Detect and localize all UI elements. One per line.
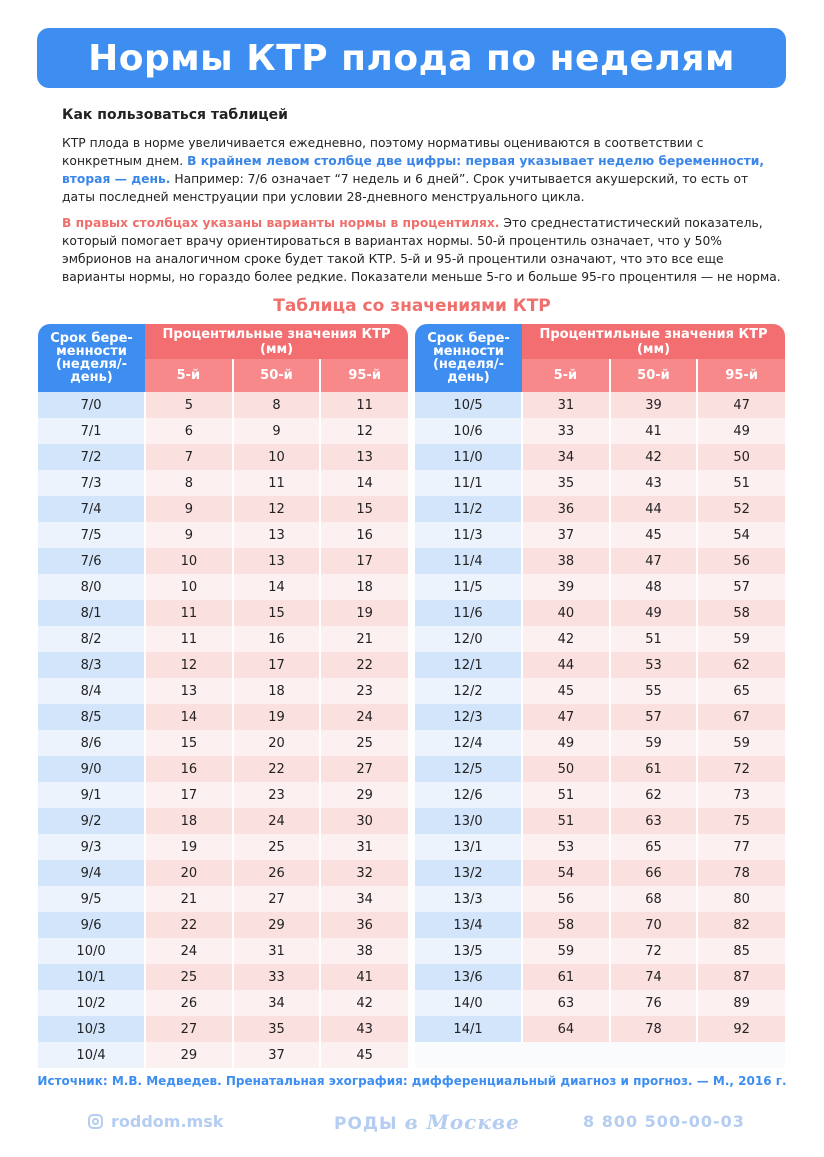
table-row [38, 678, 408, 704]
cell-term: 9/6 [38, 912, 145, 938]
table-row [38, 886, 408, 912]
cell-p5: 51 [522, 782, 610, 808]
cell-p95: 82 [697, 912, 785, 938]
table-row [415, 392, 785, 418]
cell-p95: 42 [320, 990, 408, 1016]
cell-p50: 13 [233, 548, 321, 574]
cell-term: 12/2 [415, 678, 522, 704]
header-term: Срок бере-менности (неделя/-день) [38, 324, 145, 392]
cell-p95: 14 [320, 470, 408, 496]
cell-p50: 61 [610, 756, 698, 782]
cell-term: 11/5 [415, 574, 522, 600]
cell-p50: 55 [610, 678, 698, 704]
cell-p50: 48 [610, 574, 698, 600]
logo-script: в Москве [404, 1110, 520, 1134]
logo [334, 1110, 520, 1134]
cell-term: 7/6 [38, 548, 145, 574]
cell-p50: 33 [233, 964, 321, 990]
cell-term: 13/5 [415, 938, 522, 964]
cell-p95: 47 [697, 392, 785, 418]
cell-p5: 54 [522, 860, 610, 886]
cell-p5: 15 [145, 730, 233, 756]
cell-p95: 12 [320, 418, 408, 444]
cell-p50: 44 [610, 496, 698, 522]
cell-p50: 14 [233, 574, 321, 600]
cell-p50: 72 [610, 938, 698, 964]
cell-p95: 77 [697, 834, 785, 860]
header-percentile: Процентильные значения КТР (мм) [145, 324, 408, 359]
cell-p95: 52 [697, 496, 785, 522]
cell-p95: 11 [320, 392, 408, 418]
table-row [415, 990, 785, 1016]
intro-paragraph-2 [62, 214, 782, 286]
cell-p5: 22 [145, 912, 233, 938]
cell-p50: 8 [233, 392, 321, 418]
cell-term: 10/1 [38, 964, 145, 990]
cell-p95: 51 [697, 470, 785, 496]
cell-p95: 32 [320, 860, 408, 886]
cell-empty [415, 1042, 522, 1068]
cell-p95: 65 [697, 678, 785, 704]
instagram-handle: roddom.msk [111, 1112, 224, 1131]
cell-term: 11/2 [415, 496, 522, 522]
cell-p95: 56 [697, 548, 785, 574]
table-row [38, 522, 408, 548]
cell-term: 11/0 [415, 444, 522, 470]
cell-term: 11/6 [415, 600, 522, 626]
cell-term: 10/4 [38, 1042, 145, 1068]
table-row [38, 808, 408, 834]
cell-p50: 29 [233, 912, 321, 938]
cell-p5: 53 [522, 834, 610, 860]
table-row [415, 626, 785, 652]
cell-p5: 24 [145, 938, 233, 964]
header-p50: 50-й [233, 359, 321, 392]
cell-p95: 54 [697, 522, 785, 548]
cell-p95: 49 [697, 418, 785, 444]
cell-term: 8/4 [38, 678, 145, 704]
cell-p5: 20 [145, 860, 233, 886]
cell-term: 13/0 [415, 808, 522, 834]
cell-term: 9/1 [38, 782, 145, 808]
intro-text: Например: 7/6 означает “7 недель и 6 дней”. Срок учитывается акушерский, то есть от даты последней менструации при условии 28-дневного менструального цикла. [62, 172, 749, 204]
table-row [38, 470, 408, 496]
cell-p50: 17 [233, 652, 321, 678]
cell-term: 13/4 [415, 912, 522, 938]
cell-p95: 15 [320, 496, 408, 522]
page-title: Нормы КТР плода по неделям [37, 28, 786, 88]
cell-p50: 11 [233, 470, 321, 496]
cell-p50: 53 [610, 652, 698, 678]
cell-p50: 70 [610, 912, 698, 938]
cell-p5: 36 [522, 496, 610, 522]
table-row [415, 730, 785, 756]
intro-text: Это среднестатистический показатель, который помогает врачу ориентироваться в вариантах нормы. 50-й процентиль означает, что у 50% эмбрионов на аналогичном сроке будет такой КТР. 5-й и 95-й процентили означают, что это все еще варианты нормы, но гораздо более редкие. Показатели меньше 5-го и больше 95-го процентиля — не норма. [62, 216, 781, 284]
table-row [415, 600, 785, 626]
cell-p50: 23 [233, 782, 321, 808]
cell-p95: 43 [320, 1016, 408, 1042]
cell-p5: 35 [522, 470, 610, 496]
cell-term: 7/5 [38, 522, 145, 548]
cell-term: 12/5 [415, 756, 522, 782]
table-row [38, 496, 408, 522]
cell-p50: 47 [610, 548, 698, 574]
table-row [38, 418, 408, 444]
cell-p50: 31 [233, 938, 321, 964]
cell-p95: 58 [697, 600, 785, 626]
cell-p5: 38 [522, 548, 610, 574]
table-row [415, 1016, 785, 1042]
cell-p50: 63 [610, 808, 698, 834]
table-row [38, 1016, 408, 1042]
cell-p95: 17 [320, 548, 408, 574]
cell-term: 11/3 [415, 522, 522, 548]
cell-p95: 72 [697, 756, 785, 782]
cell-p50: 59 [610, 730, 698, 756]
cell-p95: 57 [697, 574, 785, 600]
cell-p5: 14 [145, 704, 233, 730]
cell-p95: 59 [697, 730, 785, 756]
cell-p95: 36 [320, 912, 408, 938]
cell-p5: 45 [522, 678, 610, 704]
cell-p5: 8 [145, 470, 233, 496]
table-row [38, 1042, 408, 1068]
cell-p95: 34 [320, 886, 408, 912]
cell-term: 11/1 [415, 470, 522, 496]
cell-term: 10/3 [38, 1016, 145, 1042]
cell-p5: 29 [145, 1042, 233, 1068]
cell-p5: 59 [522, 938, 610, 964]
table-row [38, 548, 408, 574]
intro-paragraph-1 [62, 134, 782, 206]
table-row [38, 652, 408, 678]
cell-p5: 34 [522, 444, 610, 470]
table-row [38, 574, 408, 600]
cell-p95: 13 [320, 444, 408, 470]
table-row [415, 574, 785, 600]
table-row [38, 964, 408, 990]
cell-term: 9/0 [38, 756, 145, 782]
cell-p95: 24 [320, 704, 408, 730]
cell-term: 12/3 [415, 704, 522, 730]
cell-p95: 31 [320, 834, 408, 860]
cell-p5: 47 [522, 704, 610, 730]
cell-term: 13/3 [415, 886, 522, 912]
table-row [38, 860, 408, 886]
cell-term: 9/5 [38, 886, 145, 912]
table-row [38, 782, 408, 808]
table-row [415, 678, 785, 704]
cell-p5: 21 [145, 886, 233, 912]
cell-p50: 66 [610, 860, 698, 886]
cell-p5: 9 [145, 496, 233, 522]
instagram-icon [88, 1114, 103, 1129]
table-row [415, 522, 785, 548]
cell-p5: 11 [145, 626, 233, 652]
cell-term: 8/3 [38, 652, 145, 678]
source-citation: Источник: М.В. Медведев. Пренатальная эхография: дифференциальный диагноз и прогноз. — М., 2016 г. [37, 1074, 787, 1088]
cell-p5: 6 [145, 418, 233, 444]
cell-p95: 27 [320, 756, 408, 782]
header-p95: 95-й [697, 359, 785, 392]
intro-text: КТР плода в норме увеличивается ежедневно, поэтому нормативы оцениваются в соответствии с конкретным днем. [62, 136, 704, 168]
cell-term: 9/2 [38, 808, 145, 834]
cell-term: 13/6 [415, 964, 522, 990]
table-row [38, 444, 408, 470]
intro-highlight-red: В правых столбцах указаны варианты нормы в процентилях. [62, 216, 500, 230]
cell-p95: 23 [320, 678, 408, 704]
cell-p50: 16 [233, 626, 321, 652]
cell-p50: 25 [233, 834, 321, 860]
cell-term: 13/2 [415, 860, 522, 886]
cell-p50: 43 [610, 470, 698, 496]
cell-p5: 10 [145, 574, 233, 600]
cell-p50: 74 [610, 964, 698, 990]
cell-p5: 19 [145, 834, 233, 860]
table-title: Таблица со значениями КТР [273, 296, 551, 316]
cell-p95: 45 [320, 1042, 408, 1068]
table-row [415, 834, 785, 860]
table-row [38, 730, 408, 756]
cell-p5: 17 [145, 782, 233, 808]
cell-p5: 44 [522, 652, 610, 678]
cell-empty [610, 1042, 698, 1068]
table-row [38, 756, 408, 782]
table-row [415, 548, 785, 574]
cell-p95: 73 [697, 782, 785, 808]
cell-term: 9/3 [38, 834, 145, 860]
cell-p50: 34 [233, 990, 321, 1016]
table-row [38, 912, 408, 938]
cell-p50: 10 [233, 444, 321, 470]
table-row [415, 964, 785, 990]
cell-term: 10/6 [415, 418, 522, 444]
table-row [415, 886, 785, 912]
cell-p5: 49 [522, 730, 610, 756]
cell-term: 8/5 [38, 704, 145, 730]
cell-term: 7/2 [38, 444, 145, 470]
cell-term: 10/2 [38, 990, 145, 1016]
intro-heading: Как пользоваться таблицей [62, 107, 288, 123]
cell-p95: 59 [697, 626, 785, 652]
cell-term: 7/1 [38, 418, 145, 444]
cell-p95: 22 [320, 652, 408, 678]
cell-p5: 63 [522, 990, 610, 1016]
ktr-table-right [415, 324, 785, 1068]
cell-p95: 38 [320, 938, 408, 964]
table-row [38, 704, 408, 730]
cell-p95: 67 [697, 704, 785, 730]
cell-p5: 5 [145, 392, 233, 418]
table-row [38, 990, 408, 1016]
cell-p5: 37 [522, 522, 610, 548]
cell-p50: 35 [233, 1016, 321, 1042]
cell-p50: 9 [233, 418, 321, 444]
cell-p5: 61 [522, 964, 610, 990]
table-row [415, 756, 785, 782]
cell-p50: 65 [610, 834, 698, 860]
cell-p50: 57 [610, 704, 698, 730]
table-row [415, 808, 785, 834]
cell-p95: 89 [697, 990, 785, 1016]
cell-p50: 13 [233, 522, 321, 548]
cell-p95: 75 [697, 808, 785, 834]
cell-p50: 42 [610, 444, 698, 470]
cell-p50: 62 [610, 782, 698, 808]
cell-p95: 19 [320, 600, 408, 626]
cell-p5: 31 [522, 392, 610, 418]
cell-term: 12/0 [415, 626, 522, 652]
cell-term: 10/0 [38, 938, 145, 964]
footer [0, 1108, 824, 1138]
cell-p5: 11 [145, 600, 233, 626]
header-p5: 5-й [522, 359, 610, 392]
cell-p50: 18 [233, 678, 321, 704]
table-row [415, 444, 785, 470]
cell-p50: 49 [610, 600, 698, 626]
cell-p5: 25 [145, 964, 233, 990]
cell-p5: 10 [145, 548, 233, 574]
cell-p5: 40 [522, 600, 610, 626]
cell-p5: 26 [145, 990, 233, 1016]
cell-empty [522, 1042, 610, 1068]
cell-term: 13/1 [415, 834, 522, 860]
cell-p50: 51 [610, 626, 698, 652]
cell-term: 8/0 [38, 574, 145, 600]
cell-p50: 22 [233, 756, 321, 782]
cell-p50: 26 [233, 860, 321, 886]
cell-p95: 29 [320, 782, 408, 808]
intro-highlight-blue: В крайнем левом столбце две цифры: первая указывает неделю беременности, вторая — день. [62, 154, 765, 186]
cell-p95: 25 [320, 730, 408, 756]
cell-p50: 12 [233, 496, 321, 522]
cell-term: 14/1 [415, 1016, 522, 1042]
cell-p95: 50 [697, 444, 785, 470]
cell-term: 11/4 [415, 548, 522, 574]
cell-p50: 41 [610, 418, 698, 444]
cell-p95: 30 [320, 808, 408, 834]
phone-number[interactable]: 8 800 500-00-03 [583, 1112, 745, 1131]
cell-p50: 15 [233, 600, 321, 626]
table-row-empty [415, 1042, 785, 1068]
cell-p5: 39 [522, 574, 610, 600]
cell-term: 12/6 [415, 782, 522, 808]
cell-empty [697, 1042, 785, 1068]
table-row [415, 418, 785, 444]
cell-p95: 92 [697, 1016, 785, 1042]
cell-p50: 19 [233, 704, 321, 730]
cell-p50: 76 [610, 990, 698, 1016]
cell-p95: 21 [320, 626, 408, 652]
table-row [38, 626, 408, 652]
cell-p95: 85 [697, 938, 785, 964]
cell-p5: 58 [522, 912, 610, 938]
cell-p5: 64 [522, 1016, 610, 1042]
header-term: Срок бере-менности (неделя/-день) [415, 324, 522, 392]
table-row [415, 938, 785, 964]
cell-p95: 18 [320, 574, 408, 600]
cell-p5: 16 [145, 756, 233, 782]
ktr-table-left [38, 324, 408, 1068]
cell-p50: 39 [610, 392, 698, 418]
table-row [38, 600, 408, 626]
cell-term: 8/1 [38, 600, 145, 626]
cell-p5: 33 [522, 418, 610, 444]
header-p50: 50-й [610, 359, 698, 392]
cell-p95: 62 [697, 652, 785, 678]
cell-p95: 41 [320, 964, 408, 990]
cell-p5: 9 [145, 522, 233, 548]
cell-term: 8/2 [38, 626, 145, 652]
cell-term: 8/6 [38, 730, 145, 756]
cell-p5: 27 [145, 1016, 233, 1042]
logo-text: РОДЫ [334, 1114, 398, 1134]
header-p5: 5-й [145, 359, 233, 392]
header-percentile: Процентильные значения КТР (мм) [522, 324, 785, 359]
table-row [415, 652, 785, 678]
cell-p50: 27 [233, 886, 321, 912]
table-row [38, 834, 408, 860]
cell-p5: 18 [145, 808, 233, 834]
table-row [415, 496, 785, 522]
cell-p5: 51 [522, 808, 610, 834]
table-row [38, 392, 408, 418]
cell-term: 7/0 [38, 392, 145, 418]
cell-term: 7/4 [38, 496, 145, 522]
cell-p50: 45 [610, 522, 698, 548]
cell-p50: 20 [233, 730, 321, 756]
cell-term: 10/5 [415, 392, 522, 418]
cell-term: 7/3 [38, 470, 145, 496]
intro-section [62, 106, 782, 294]
cell-p95: 87 [697, 964, 785, 990]
header-p95: 95-й [320, 359, 408, 392]
table-row [38, 938, 408, 964]
cell-p5: 7 [145, 444, 233, 470]
cell-p5: 42 [522, 626, 610, 652]
cell-p5: 13 [145, 678, 233, 704]
cell-p5: 50 [522, 756, 610, 782]
cell-p95: 78 [697, 860, 785, 886]
table-row [415, 912, 785, 938]
cell-term: 9/4 [38, 860, 145, 886]
cell-term: 12/1 [415, 652, 522, 678]
cell-term: 14/0 [415, 990, 522, 1016]
cell-p5: 12 [145, 652, 233, 678]
cell-p50: 37 [233, 1042, 321, 1068]
cell-p95: 80 [697, 886, 785, 912]
cell-p50: 24 [233, 808, 321, 834]
cell-p95: 16 [320, 522, 408, 548]
cell-term: 12/4 [415, 730, 522, 756]
table-row [415, 704, 785, 730]
table-row [415, 860, 785, 886]
table-row [415, 470, 785, 496]
cell-p50: 68 [610, 886, 698, 912]
cell-p5: 56 [522, 886, 610, 912]
cell-p50: 78 [610, 1016, 698, 1042]
table-row [415, 782, 785, 808]
instagram-link[interactable] [88, 1112, 223, 1131]
